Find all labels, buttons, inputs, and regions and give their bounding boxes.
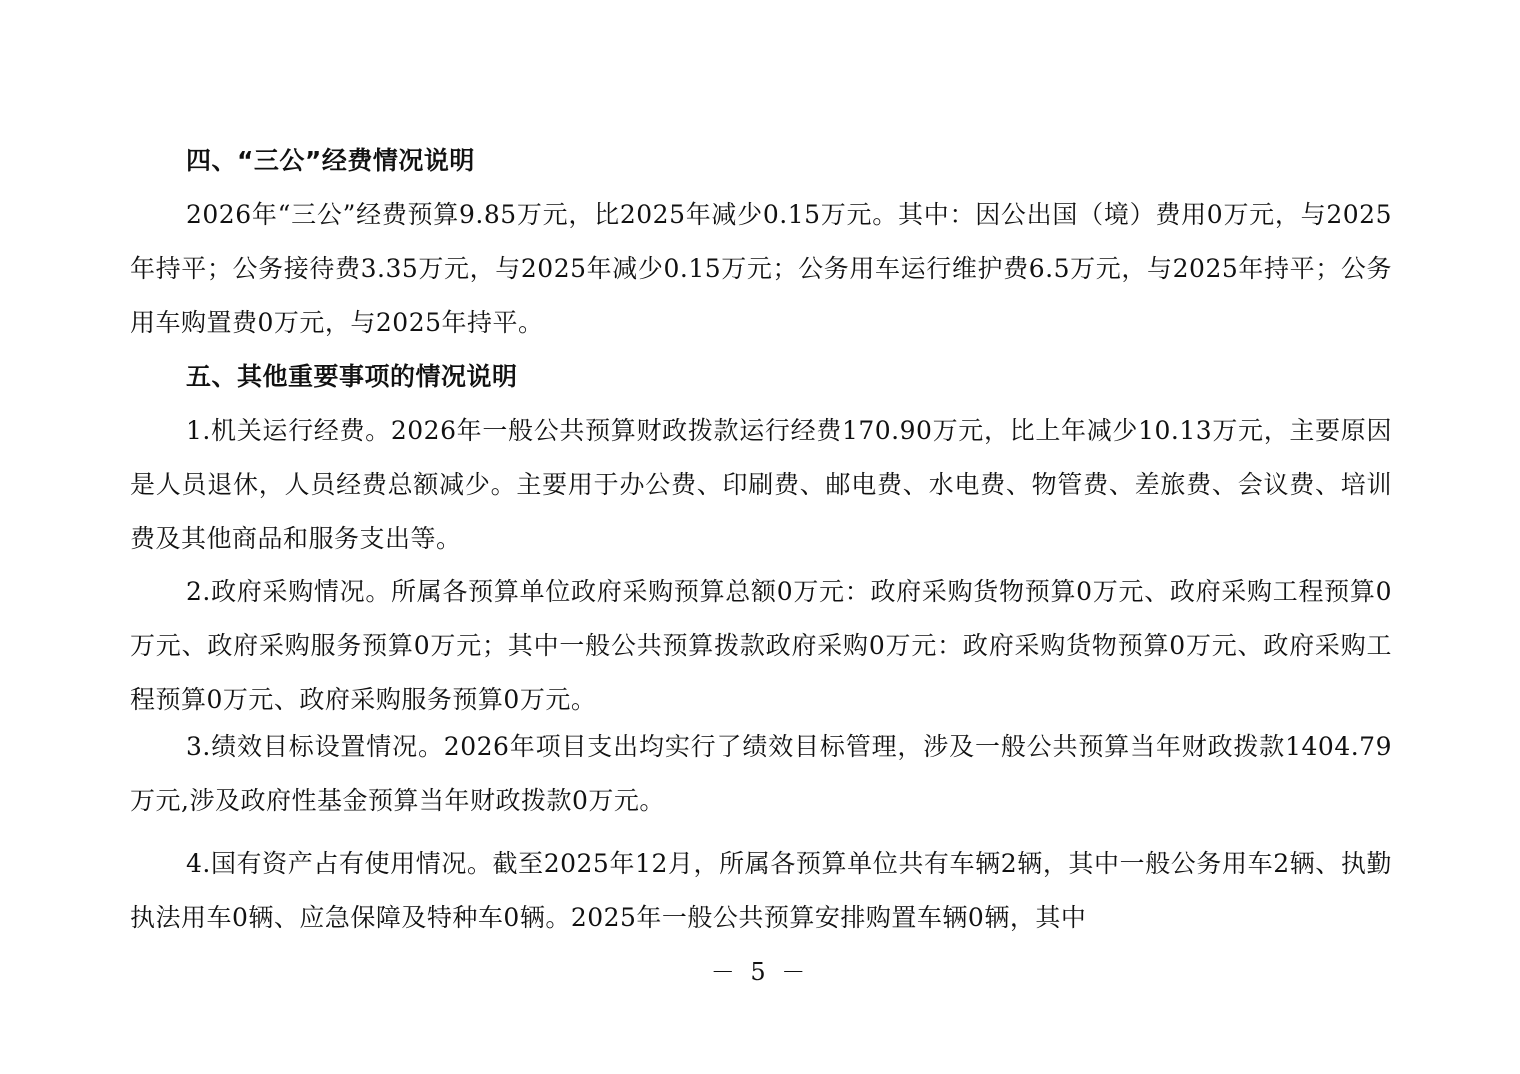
- item-3-paragraph: 3.绩效目标设置情况。2026年项目支出均实行了绩效目标管理，涉及一般公共预算当年财政拨款1404.79万元,涉及政府性基金预算当年财政拨款0万元。: [130, 732, 1392, 815]
- section-4-paragraph: 2026年“三公”经费预算9.85万元，比2025年减少0.15万元。其中：因公出国（境）费用0万元，与2025年持平；公务接待费3.35万元，与2025年减少0.15万元；公务用车运行维护费6.5万元，与2025年持平；公务用车购置费0万元，与2025年持平。: [130, 200, 1392, 337]
- item-1-paragraph: 1.机关运行经费。2026年一般公共预算财政拨款运行经费170.90万元，比上年减少10.13万元，主要原因是人员退休，人员经费总额减少。主要用于办公费、印刷费、邮电费、水电费、物管费、差旅费、会议费、培训费及其他商品和服务支出等。: [130, 416, 1392, 553]
- item-2-paragraph: 2.政府采购情况。所属各预算单位政府采购预算总额0万元：政府采购货物预算0万元、政府采购工程预算0万元、政府采购服务预算0万元；其中一般公共预算拨款政府采购0万元：政府采购货物预算0万元、政府采购工程预算0万元、政府采购服务预算0万元。: [130, 577, 1392, 714]
- page-number: － 5 －: [710, 958, 810, 986]
- section-5-heading: 五、其他重要事项的情况说明: [186, 362, 518, 391]
- item-4-paragraph: 4.国有资产占有使用情况。截至2025年12月，所属各预算单位共有车辆2辆，其中一般公务用车2辆、执勤执法用车0辆、应急保障及特种车0辆。2025年一般公共预算安排购置车辆0辆，其中: [130, 849, 1392, 932]
- section-4-heading: 四、“三公”经费情况说明: [186, 146, 475, 175]
